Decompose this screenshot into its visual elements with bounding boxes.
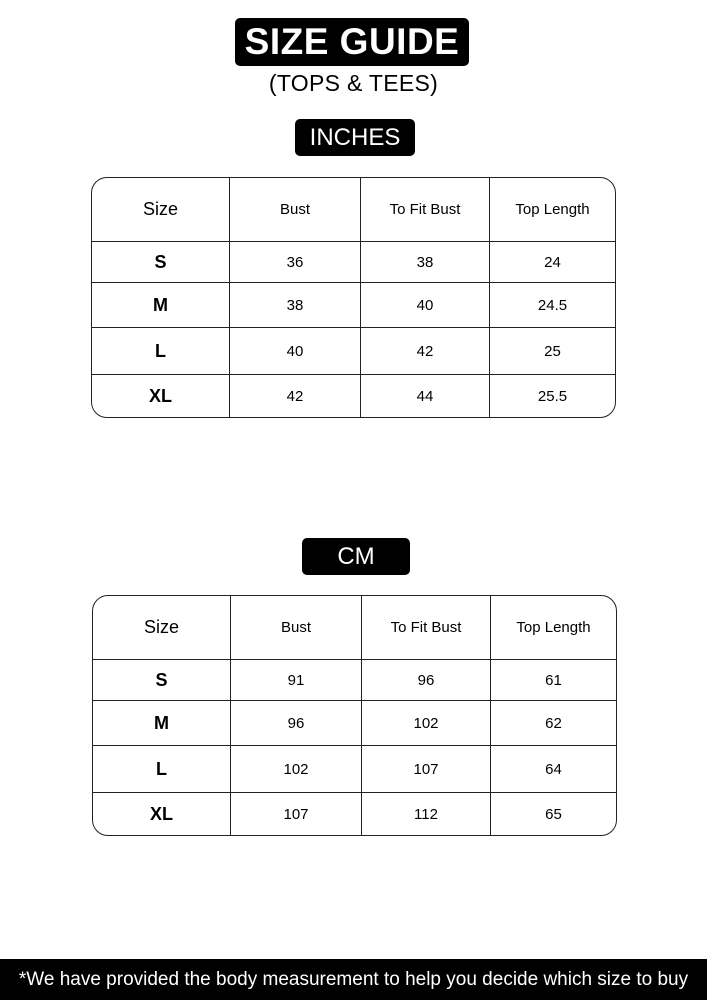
table-header-row: [93, 596, 616, 659]
to-fit-bust-cell: 107: [361, 746, 490, 792]
header-to-fit-bust: To Fit Bust: [360, 178, 489, 241]
to-fit-bust-cell: 42: [360, 328, 489, 374]
bust-cell: 91: [230, 660, 361, 700]
size-cell: XL: [148, 385, 172, 406]
header-bust: Bust: [229, 178, 360, 241]
top-length-cell: 25: [489, 328, 615, 374]
to-fit-bust-cell: 102: [361, 701, 490, 745]
size-cell: S: [155, 669, 168, 690]
top-length-cell: 61: [490, 660, 616, 700]
top-length-cell: 24: [489, 242, 615, 282]
to-fit-bust-cell: 38: [360, 242, 489, 282]
page-subtitle: (TOPS & TEES): [268, 70, 439, 96]
header-size: Size: [143, 617, 179, 637]
page-title: SIZE GUIDE: [235, 18, 469, 66]
table-row: [92, 282, 615, 327]
header-bust: Bust: [230, 596, 361, 659]
bust-cell: 36: [229, 242, 360, 282]
top-length-cell: 25.5: [489, 375, 615, 417]
header-top-length: Top Length: [490, 596, 616, 659]
top-length-cell: 65: [490, 793, 616, 835]
bust-cell: 102: [230, 746, 361, 792]
to-fit-bust-cell: 40: [360, 283, 489, 327]
top-length-cell: 64: [490, 746, 616, 792]
size-cell: L: [155, 340, 166, 361]
table-row: [93, 700, 616, 745]
bust-cell: 38: [229, 283, 360, 327]
cm-unit-label: CM: [302, 538, 410, 575]
inches-size-table: [91, 177, 616, 418]
table-row: [93, 792, 616, 835]
to-fit-bust-cell: 112: [361, 793, 490, 835]
size-cell: L: [156, 758, 167, 779]
bust-cell: 107: [230, 793, 361, 835]
table-row: [92, 241, 615, 282]
table-header-row: [92, 178, 615, 241]
header-to-fit-bust: To Fit Bust: [361, 596, 490, 659]
table-row: [92, 374, 615, 417]
bust-cell: 40: [229, 328, 360, 374]
footer-note: *We have provided the body measurement to help you decide which size to buy: [0, 959, 707, 1000]
table-row: [93, 659, 616, 700]
to-fit-bust-cell: 44: [360, 375, 489, 417]
table-row: [93, 745, 616, 792]
top-length-cell: 24.5: [489, 283, 615, 327]
bust-cell: 42: [229, 375, 360, 417]
top-length-cell: 62: [490, 701, 616, 745]
size-cell: S: [154, 251, 167, 272]
size-cell: XL: [149, 803, 173, 824]
table-row: [92, 327, 615, 374]
inches-unit-label: INCHES: [295, 119, 415, 156]
cm-size-table: [92, 595, 617, 836]
bust-cell: 96: [230, 701, 361, 745]
to-fit-bust-cell: 96: [361, 660, 490, 700]
header-size: Size: [142, 199, 178, 219]
size-cell: M: [153, 294, 168, 315]
size-cell: M: [154, 712, 169, 733]
header-top-length: Top Length: [489, 178, 615, 241]
